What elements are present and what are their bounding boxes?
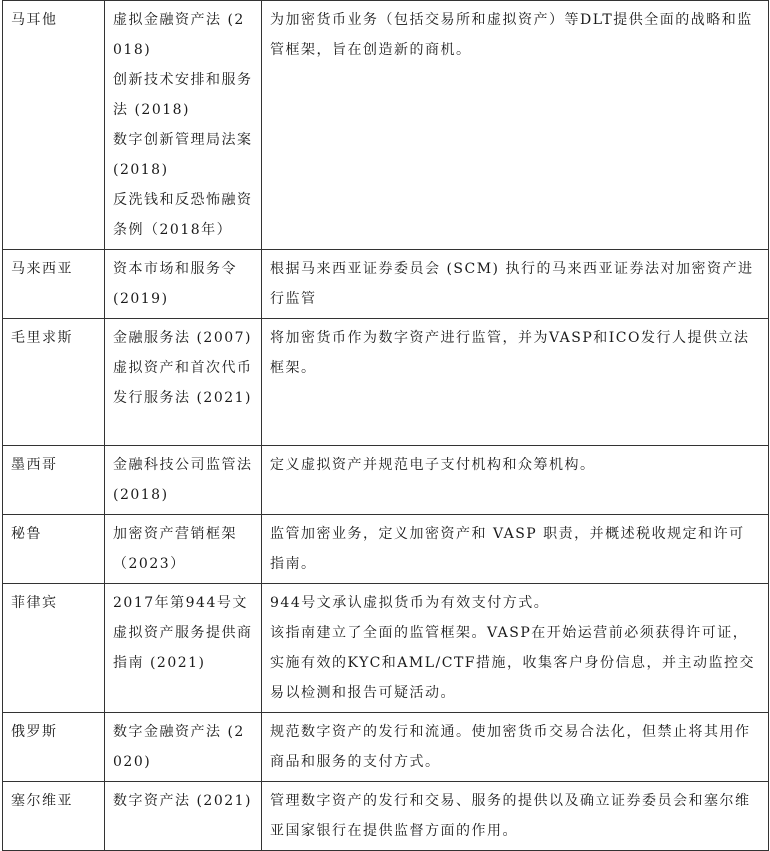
description-cell [262,1,769,250]
country-name: 俄罗斯 [11,724,58,740]
regulation-table [2,0,769,851]
country-cell [3,319,105,446]
description-text: 根据马来西亚证券委员会 (SCM) 执行的马来西亚证券法对加密资产进行监管 [270,261,754,307]
law-name: 数字金融资产法 (2020) [113,724,245,770]
law-cell [105,1,262,250]
description-cell [262,713,769,782]
law-cell [105,782,262,851]
description-text: 监管加密业务，定义加密资产和 VASP 职责，并概述税收规定和许可指南。 [270,526,745,572]
law-name: 资本市场和服务令 (2019) [113,261,237,307]
country-cell [3,782,105,851]
description-text: 管理数字资产的发行和交易、服务的提供以及确立证券委员会和塞尔维亚国家银行在提供监督方面的作用。 [270,793,751,839]
law-name: 虚拟资产服务提供商指南 (2021) [113,625,253,671]
table-row [3,713,769,782]
description-cell [262,515,769,584]
law-cell [105,319,262,446]
description-text: 规范数字资产的发行和流通。使加密货币交易合法化，但禁止将其用作商品和服务的支付方式。 [270,724,751,770]
country-cell [3,250,105,319]
country-name: 马来西亚 [11,261,73,277]
description-text: 为加密货币业务（包括交易所和虚拟资产）等DLT提供全面的战略和监管框架，旨在创造新的商机。 [270,12,753,58]
country-name: 毛里求斯 [11,330,73,346]
description-cell [262,446,769,515]
description-text: 定义虚拟资产并规范电子支付机构和众筹机构。 [270,457,596,473]
description-cell [262,319,769,446]
country-cell [3,1,105,250]
law-name: 数字资产法 (2021) [113,793,253,809]
law-cell [105,515,262,584]
law-cell [105,446,262,515]
country-cell [3,515,105,584]
country-name: 秘鲁 [11,526,42,542]
table-row [3,584,769,713]
law-name: 数字创新管理局法案 (2018) [113,132,253,178]
description-cell [262,584,769,713]
table-row [3,782,769,851]
law-name: 金融科技公司监管法 (2018) [113,457,253,503]
description-text: 将加密货币作为数字资产进行监管，并为VASP和ICO发行人提供立法框架。 [270,330,750,376]
law-cell [105,584,262,713]
table-row [3,515,769,584]
law-name: 2017年第944号文 [113,595,248,611]
law-name: 创新技术安排和服务法 (2018) [113,72,253,118]
country-name: 墨西哥 [11,457,58,473]
description-text: 该指南建立了全面的监管框架。VASP在开始运营前必须获得许可证，实施有效的KYC和AML/CTF措施，收集客户身份信息，并主动监控交易以检测和报告可疑活动。 [270,625,756,701]
law-cell [105,713,262,782]
law-cell [105,250,262,319]
country-cell [3,713,105,782]
description-text: 944号文承认虚拟货币为有效支付方式。 [270,595,550,611]
table-row [3,1,769,250]
country-name: 塞尔维亚 [11,793,73,809]
country-name: 菲律宾 [11,595,58,611]
table-row [3,446,769,515]
law-name: 虚拟金融资产法 (2018) [113,12,245,58]
table-row [3,250,769,319]
table-row [3,319,769,446]
law-name: 反洗钱和反恐怖融资条例（2018年） [113,192,253,238]
law-name: 金融服务法 (2007) [113,330,253,346]
law-name: 加密资产营销框架（2023） [113,526,237,572]
country-cell [3,446,105,515]
description-cell [262,782,769,851]
country-name: 马耳他 [11,12,58,28]
country-cell [3,584,105,713]
description-cell [262,250,769,319]
law-name: 虚拟资产和首次代币发行服务法 (2021) [113,360,253,406]
